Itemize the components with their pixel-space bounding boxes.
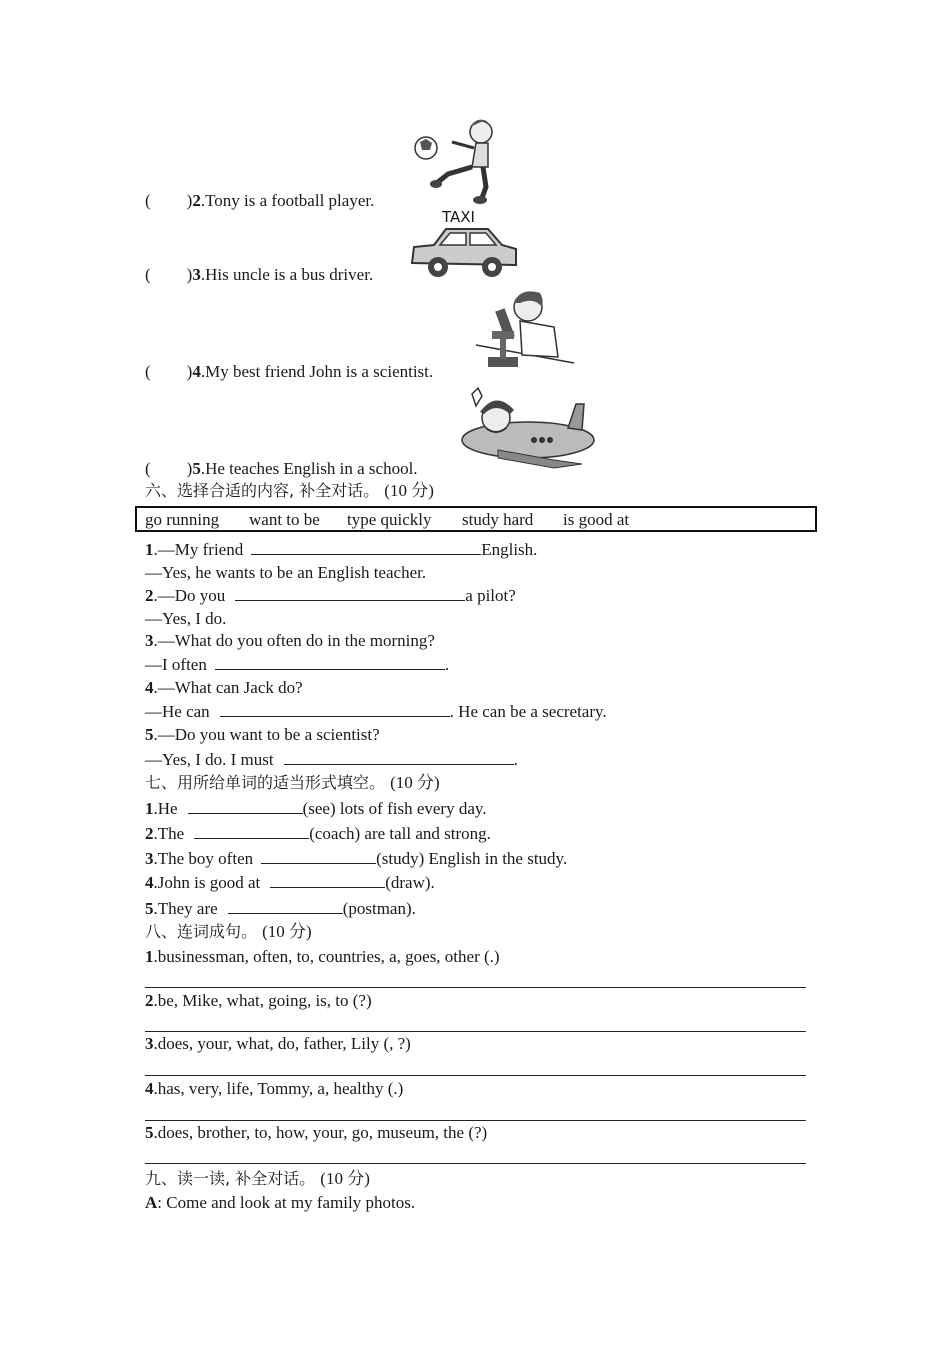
- s7-item-5: 5.They are (postman).: [145, 899, 416, 918]
- s7-item-2: 2.The (coach) are tall and strong.: [145, 824, 491, 843]
- s7-item-3: 3.The boy often (study) English in the study.: [145, 849, 568, 868]
- s6-q3-b: —I often .: [145, 655, 450, 674]
- s9-line-a: A: Come and look at my family photos.: [145, 1193, 416, 1212]
- answer-blank[interactable]: [215, 654, 445, 670]
- answer-blank[interactable]: [270, 872, 385, 888]
- answer-line[interactable]: [145, 1031, 806, 1032]
- taxi-label: TAXI: [442, 208, 475, 226]
- paren-open: (: [145, 191, 151, 210]
- s6-q2-b: —Yes, I do.: [145, 609, 227, 628]
- word-bank-option: go running: [145, 510, 220, 529]
- taxi-picture: [408, 223, 520, 281]
- answer-blank[interactable]: [284, 749, 514, 765]
- s6-q2-a: 2.—Do you a pilot?: [145, 586, 516, 605]
- answer-line[interactable]: [145, 1163, 806, 1164]
- answer-line[interactable]: [145, 1075, 806, 1076]
- match-item-4: ( )4.My best friend John is a scientist.: [145, 362, 434, 381]
- s6-q4-a: 4.—What can Jack do?: [145, 678, 303, 697]
- s6-q1-b: —Yes, he wants to be an English teacher.: [145, 563, 427, 582]
- answer-blank[interactable]: [235, 585, 465, 601]
- answer-blank[interactable]: [188, 798, 303, 814]
- word-bank-box: [135, 506, 817, 532]
- s8-item-4: 4.has, very, life, Tommy, a, healthy (.): [145, 1079, 404, 1098]
- word-bank-option: want to be: [249, 510, 320, 529]
- s7-item-1: 1.He (see) lots of fish every day.: [145, 799, 487, 818]
- section8-title: 八、连词成句。 (10 分): [145, 922, 312, 941]
- s8-item-5: 5.does, brother, to, how, your, go, museum, the (?): [145, 1123, 488, 1142]
- match-item-3: ( )3.His uncle is a bus driver.: [145, 265, 374, 284]
- word-bank-option: type quickly: [347, 510, 432, 529]
- answer-blank[interactable]: [251, 539, 481, 555]
- s6-q1-a: 1.—My friend English.: [145, 540, 538, 559]
- s8-item-2: 2.be, Mike, what, going, is, to (?): [145, 991, 372, 1010]
- word-bank-option: is good at: [563, 510, 630, 529]
- scientist-picture: [470, 285, 575, 373]
- word-bank-option: study hard: [462, 510, 534, 529]
- answer-line[interactable]: [145, 987, 806, 988]
- answer-blank[interactable]: [261, 848, 376, 864]
- s6-q5-a: 5.—Do you want to be a scientist?: [145, 725, 380, 744]
- answer-line[interactable]: [145, 1120, 806, 1121]
- match-item-5: ( )5.He teaches English in a school.: [145, 459, 418, 478]
- s7-item-4: 4.John is good at (draw).: [145, 873, 435, 892]
- s6-q3-a: 3.—What do you often do in the morning?: [145, 631, 435, 650]
- pilot-airplane-picture: [458, 384, 596, 476]
- s6-q5-b: —Yes, I do. I must .: [145, 750, 518, 769]
- section6-title: 六、选择合适的内容, 补全对话。 (10 分): [145, 481, 434, 500]
- answer-blank[interactable]: [194, 823, 309, 839]
- section9-title: 九、读一读, 补全对话。 (10 分): [145, 1169, 370, 1188]
- match-item-2: ( )2.Tony is a football player.: [145, 191, 375, 210]
- s8-item-3: 3.does, your, what, do, father, Lily (, ?): [145, 1034, 411, 1053]
- s6-q4-b: —He can . He can be a secretary.: [145, 702, 607, 721]
- football-player-picture: [408, 112, 503, 207]
- section7-title: 七、用所给单词的适当形式填空。 (10 分): [145, 773, 440, 792]
- answer-blank[interactable]: [228, 898, 343, 914]
- s8-item-1: 1.businessman, often, to, countries, a, goes, other (.): [145, 947, 500, 966]
- answer-blank[interactable]: [220, 701, 450, 717]
